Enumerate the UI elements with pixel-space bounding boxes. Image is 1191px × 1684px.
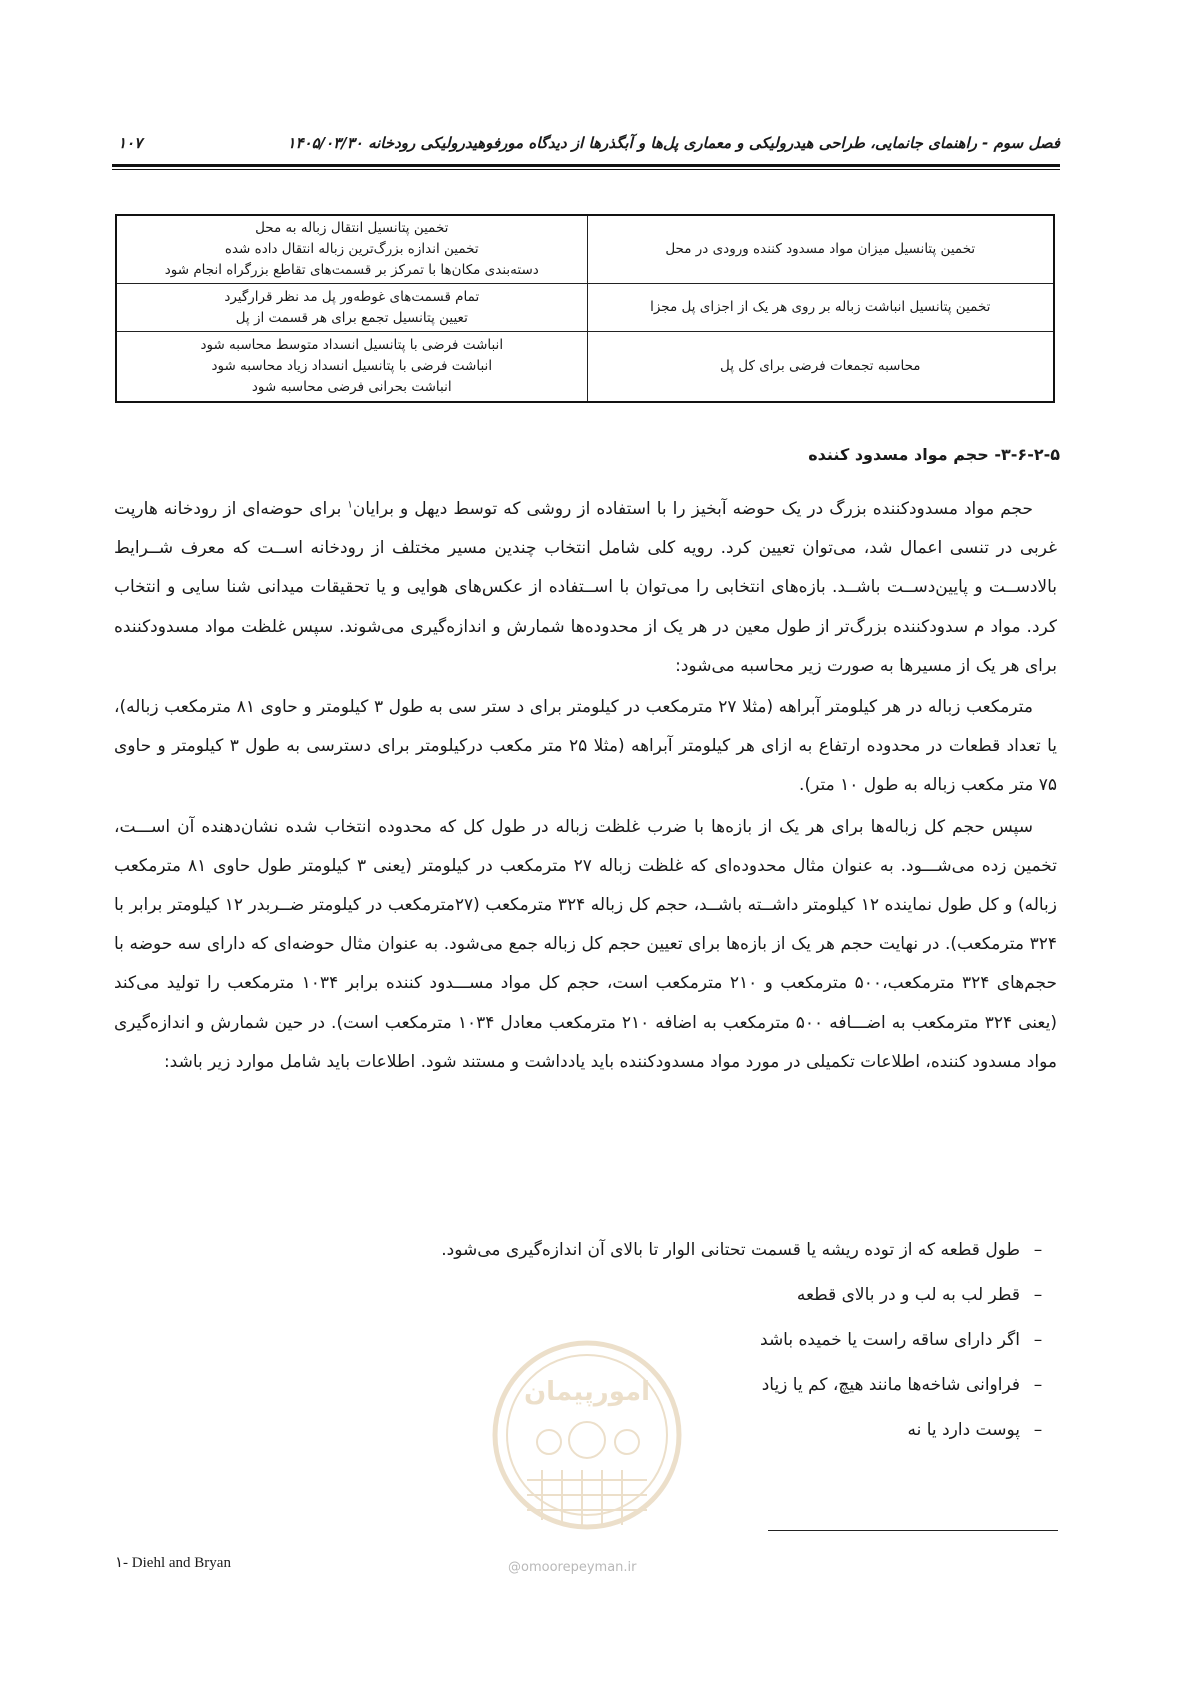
paragraph-text: برای حوضه‌ای از رودخانه هارپت غربی در تنسی اعمال شد، می‌توان تعیین کرد. رویه کلی شامل انتخاب چندین مسیر مختلف از رودخانه اســت که معرف شــرایط بالادســت و پایین‌دســت باشــد. بازه‌های انتخابی را می‌توان با اســتفاده از عکس‌های هوایی و یا تحقیقات میدانی شنا سایی و انتخاب کرد. مواد م سدودکننده بزرگ‌تر از طول معین در هر یک از محدوده‌ها شمارش و اندازه‌گیری می‌شوند. سپس غلظت مواد مسدودکننده برای هر یک از مسیرها به صورت زیر محاسبه می‌شود:	[114, 499, 1057, 676]
list-item-text: پوست دارد یا نه	[907, 1420, 1020, 1440]
watermark-logo-icon	[487, 1330, 687, 1540]
page-number: ۱۰۷	[118, 134, 143, 152]
footnote: ۱- Diehl and Bryan	[115, 1555, 231, 1571]
table-row	[116, 284, 1054, 332]
table-cell-line: انباشت فرضی با پتانسیل انسداد متوسط محاسبه شود	[200, 336, 504, 353]
table-cell-line: تمام قسمت‌های غوطه‌ور پل مد نظر قرارگیرد	[224, 288, 480, 305]
dash-bullet: –	[1033, 1240, 1043, 1260]
list-item-text: قطر لب به لب و در بالای قطعه	[796, 1285, 1020, 1305]
paragraph-text: حجم مواد مسدودکننده بزرگ در یک حوضه آبخیز را با استفاده از روشی که توسط دیهل و برایان	[352, 499, 1033, 519]
table-cell-step: تخمین پتانسیل میزان مواد مسدود کننده ورودی در محل	[587, 215, 1054, 284]
dash-bullet: –	[1033, 1420, 1043, 1440]
dash-bullet: –	[1033, 1285, 1043, 1305]
table-cell-line: انباشت فرضی با پتانسیل انسداد زیاد محاسبه شود	[211, 357, 493, 374]
footnote-divider	[768, 1530, 1058, 1531]
table-cell-details	[116, 284, 587, 332]
page-header	[112, 128, 1060, 164]
table-row	[116, 332, 1054, 402]
table-cell-line: دسته‌بندی مکان‌ها با تمرکز بر قسمت‌های تقاطع بزرگراه انجام شود	[164, 262, 539, 278]
header-divider	[112, 164, 1060, 170]
section-heading: ۳-۶-۲-۵- حجم مواد مسدود کننده	[808, 445, 1060, 464]
footnote-ref[interactable]: ۱	[347, 499, 353, 511]
paragraph: مترمکعب زباله در هر کیلومتر آبراهه (مثلا ۲۷ مترمکعب در کیلومتر برای د ستر سی به طول ۳ کیلومتر و حاوی ۸۱ مترمکعب زباله)، یا تعداد قطعات در محدوده ارتفاع به ازای هر کیلومتر آبراهه (مثلا ۲۵ متر مکعب درکیلومتر برای دسترسی به طول ۳ کیلومتر و حاوی ۷۵ متر مکعب زباله به طول ۱۰ متر).	[114, 697, 1058, 796]
paragraph: سپس حجم کل زباله‌ها برای هر یک از بازه‌ها با ضرب غلظت زباله در طول کل که محدوده انتخاب شده نشان‌دهنده آن اســـت، تخمین زده می‌شـــود. به عنوان مثال محدوده‌ای که غلظت زباله ۲۷ مترمکعب در کیلومتر (یعنی ۳ کیلومتر طول حاوی ۸۱ مترمکعب زباله) و کل طول نماینده ۱۲ کیلومتر داشــته باشــد، حجم کل زباله ۳۲۴ مترمکعب (۲۷مترمکعب در کیلومتر ضــربدر ۱۲ کیلومتر برابر با ۳۲۴ مترمکعب). در نهایت حجم هر یک از بازه‌ها برای تعیین حجم کل زباله جمع می‌شود. به عنوان مثال حوضه‌ای که دارای سه حوضه با حجم‌های ۳۲۴ مترمکعب،۵۰۰ مترمکعب و ۲۱۰ مترمکعب است، حجم کل مواد مســـدود کننده برابر ۱۰۳۴ مترمکعب را تولید می‌کند (یعنی ۳۲۴ مترمکعب به اضـــافه ۵۰۰ مترمکعب به اضافه ۲۱۰ مترمکعب معادل ۱۰۳۴ مترمکعب است). در حین شمارش و اندازه‌گیری مواد مسدود کننده، اطلاعات تکمیلی در مورد مواد مسدودکننده باید یادداشت و مستند شود. اطلاعات باید شامل موارد زیر باشد:	[114, 816, 1058, 1072]
table-cell-line: تخمین اندازه بزرگ‌ترین زباله انتقال داده شده	[224, 241, 479, 257]
paragraph	[114, 490, 1057, 686]
list-item-text: فراوانی شاخه‌ها مانند هیچ، کم یا زیاد	[761, 1375, 1020, 1395]
chapter-title: فصل سوم - راهنمای جانمایی، طراحی هیدرولیکی و معماری پل‌ها و آبگذرها از دیدگاه مورفوهیدرولیکی رودخانه ۱۴۰۵/۰۳/۳۰	[287, 134, 1060, 152]
list-item-text: طول قطعه که از توده ریشه یا قسمت تحتانی الوار تا بالای آن اندازه‌گیری می‌شود.	[441, 1240, 1020, 1260]
list-item	[441, 1228, 1056, 1273]
table-cell-details	[116, 215, 587, 284]
dash-bullet: –	[1033, 1330, 1043, 1350]
list-item-text: اگر دارای ساقه راست یا خمیده باشد	[760, 1330, 1020, 1350]
table-cell-details	[116, 332, 587, 402]
list-item	[441, 1273, 1056, 1318]
table-cell-line: انباشت بحرانی فرضی محاسبه شود	[251, 378, 452, 395]
procedure-table	[115, 214, 1055, 403]
dash-bullet: –	[1033, 1375, 1043, 1395]
body-text	[114, 490, 1057, 1082]
watermark-logo-text: امورپیمان	[523, 1377, 651, 1407]
table-cell-step: محاسبه تجمعات فرضی برای کل پل	[587, 332, 1054, 402]
table-cell-line: تخمین پتانسیل انتقال زباله به محل	[255, 220, 449, 236]
table-cell-line: تعیین پتانسیل تجمع برای هر قسمت از پل	[235, 309, 468, 326]
table-cell-step: تخمین پتانسیل انباشت زباله بر روی هر یک از اجزای پل مجزا	[587, 284, 1054, 332]
table-row	[116, 215, 1054, 284]
watermark-site: @omoorepeyman.ir	[508, 1560, 637, 1575]
